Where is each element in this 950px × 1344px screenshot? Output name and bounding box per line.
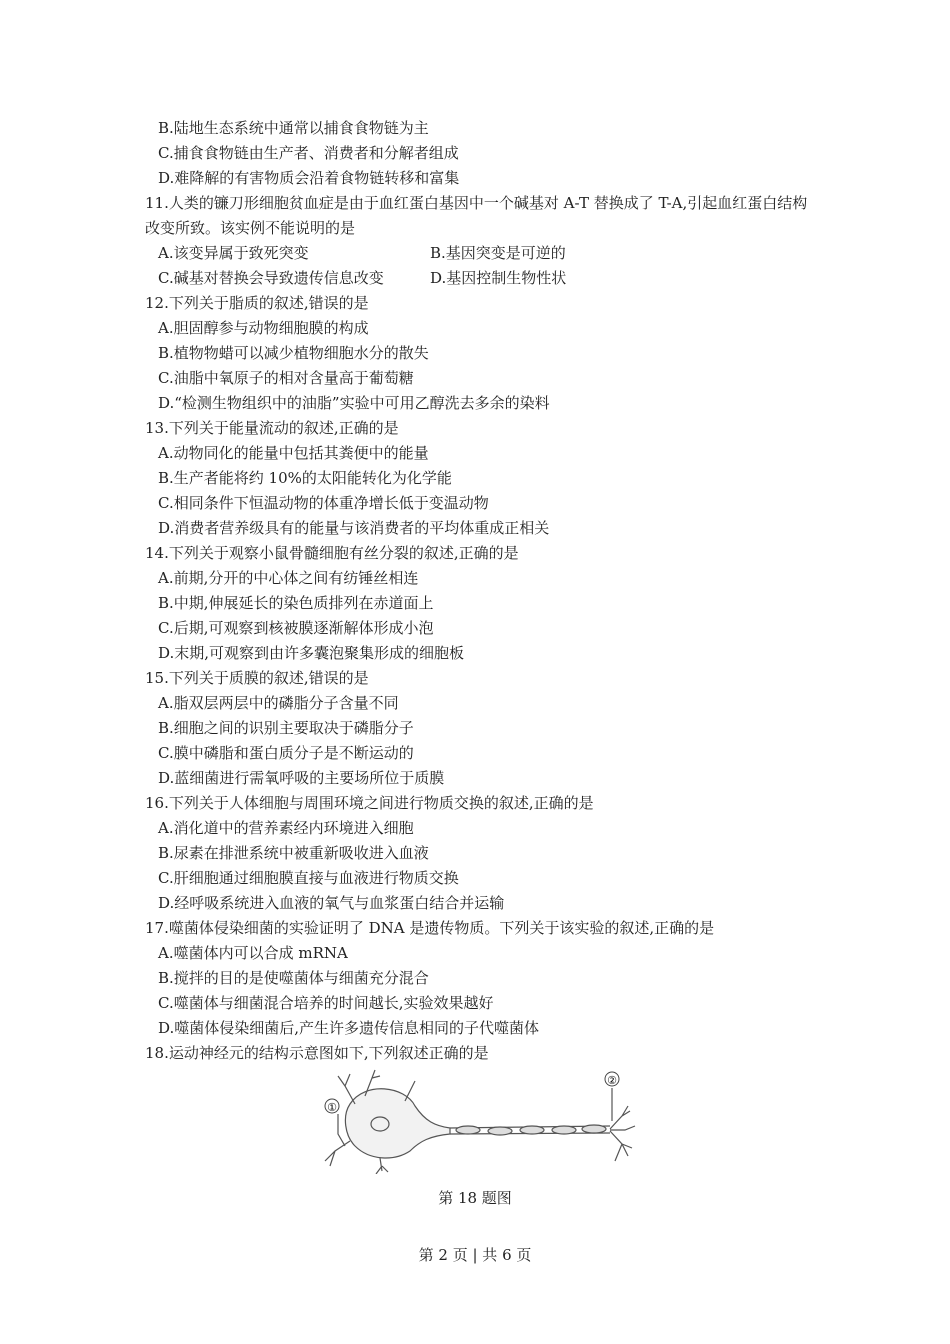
q17-stem: 17.噬菌体侵染细菌的实验证明了 DNA 是遗传物质。下列关于该实验的叙述,正确的是 [145, 919, 715, 937]
q14-option-d: D.末期,可观察到由许多囊泡聚集形成的细胞板 [158, 644, 465, 662]
q11-option-c: C.碱基对替换会导致遗传信息改变 [158, 269, 384, 287]
q15-option-b: B.细胞之间的识别主要取决于磷脂分子 [158, 719, 414, 737]
q11-option-b: B.基因突变是可逆的 [430, 244, 566, 262]
q17-option-a: A.噬菌体内可以合成 mRNA [158, 944, 348, 962]
q11-option-a: A.该变异属于致死突变 [158, 244, 309, 262]
neuron-diagram [310, 1066, 645, 1174]
q15-option-c: C.膜中磷脂和蛋白质分子是不断运动的 [158, 744, 414, 762]
q13-option-c: C.相同条件下恒温动物的体重净增长低于变温动物 [158, 494, 489, 512]
q12-stem: 12.下列关于脂质的叙述,错误的是 [145, 294, 369, 312]
q16-option-b: B.尿素在排泄系统中被重新吸收进入血液 [158, 844, 429, 862]
q18-stem: 18.运动神经元的结构示意图如下,下列叙述正确的是 [145, 1044, 489, 1062]
figure-caption: 第 18 题图 [438, 1189, 512, 1207]
q17-option-b: B.搅拌的目的是使噬菌体与细菌充分混合 [158, 969, 429, 987]
q11-stem: 11.人类的镰刀形细胞贫血症是由于血红蛋白基因中一个碱基对 A-T 替换成了 T-A,引起血红蛋白结构改变所致。该实例不能说明的是 [145, 194, 808, 237]
q14-option-a: A.前期,分开的中心体之间有纺锤丝相连 [158, 569, 419, 587]
q12-option-a: A.胆固醇参与动物细胞膜的构成 [158, 319, 369, 337]
label-2: ② [607, 1074, 617, 1087]
q13-option-a: A.动物同化的能量中包括其粪便中的能量 [158, 444, 429, 462]
q11-options-row1 [145, 241, 825, 266]
q16-option-a: A.消化道中的营养素经内环境进入细胞 [158, 819, 414, 837]
q12-option-b: B.植物物蜡可以减少植物细胞水分的散失 [158, 344, 429, 362]
q16-stem: 16.下列关于人体细胞与周围环境之间进行物质交换的叙述,正确的是 [145, 794, 594, 812]
q14-stem: 14.下列关于观察小鼠骨髓细胞有丝分裂的叙述,正确的是 [145, 544, 519, 562]
q14-option-b: B.中期,伸展延长的染色质排列在赤道面上 [158, 594, 434, 612]
q15-option-d: D.蓝细菌进行需氧呼吸的主要场所位于质膜 [158, 769, 445, 787]
page-footer: 第 2 页 | 共 6 页 [418, 1246, 532, 1264]
q10-option-d: D.难降解的有害物质会沿着食物链转移和富集 [158, 169, 460, 187]
q15-stem: 15.下列关于质膜的叙述,错误的是 [145, 669, 369, 687]
q11-option-d: D.基因控制生物性状 [430, 269, 567, 287]
q10-option-c: C.捕食食物链由生产者、消费者和分解者组成 [158, 144, 459, 162]
label-1: ① [327, 1101, 337, 1114]
q11-options-row2 [145, 266, 825, 291]
q13-option-b: B.生产者能将约 10%的太阳能转化为化学能 [158, 469, 452, 487]
exam-page-content [145, 116, 825, 1066]
q13-stem: 13.下列关于能量流动的叙述,正确的是 [145, 419, 399, 437]
neuron-drawing [325, 1070, 635, 1174]
q16-option-c: C.肝细胞通过细胞膜直接与血液进行物质交换 [158, 869, 459, 887]
q15-option-a: A.脂双层两层中的磷脂分子含量不同 [158, 694, 399, 712]
q13-option-d: D.消费者营养级具有的能量与该消费者的平均体重成正相关 [158, 519, 550, 537]
q12-option-c: C.油脂中氧原子的相对含量高于葡萄糖 [158, 369, 414, 387]
q17-option-d: D.噬菌体侵染细菌后,产生许多遗传信息相同的子代噬菌体 [158, 1019, 540, 1037]
q17-option-c: C.噬菌体与细菌混合培养的时间越长,实验效果越好 [158, 994, 494, 1012]
q14-option-c: C.后期,可观察到核被膜逐渐解体形成小泡 [158, 619, 434, 637]
q16-option-d: D.经呼吸系统进入血液的氧气与血浆蛋白结合并运输 [158, 894, 505, 912]
q12-option-d: D.“检测生物组织中的油脂”实验中可用乙醇洗去多余的染料 [158, 394, 550, 412]
q10-option-b: B.陆地生态系统中通常以捕食食物链为主 [158, 119, 429, 137]
